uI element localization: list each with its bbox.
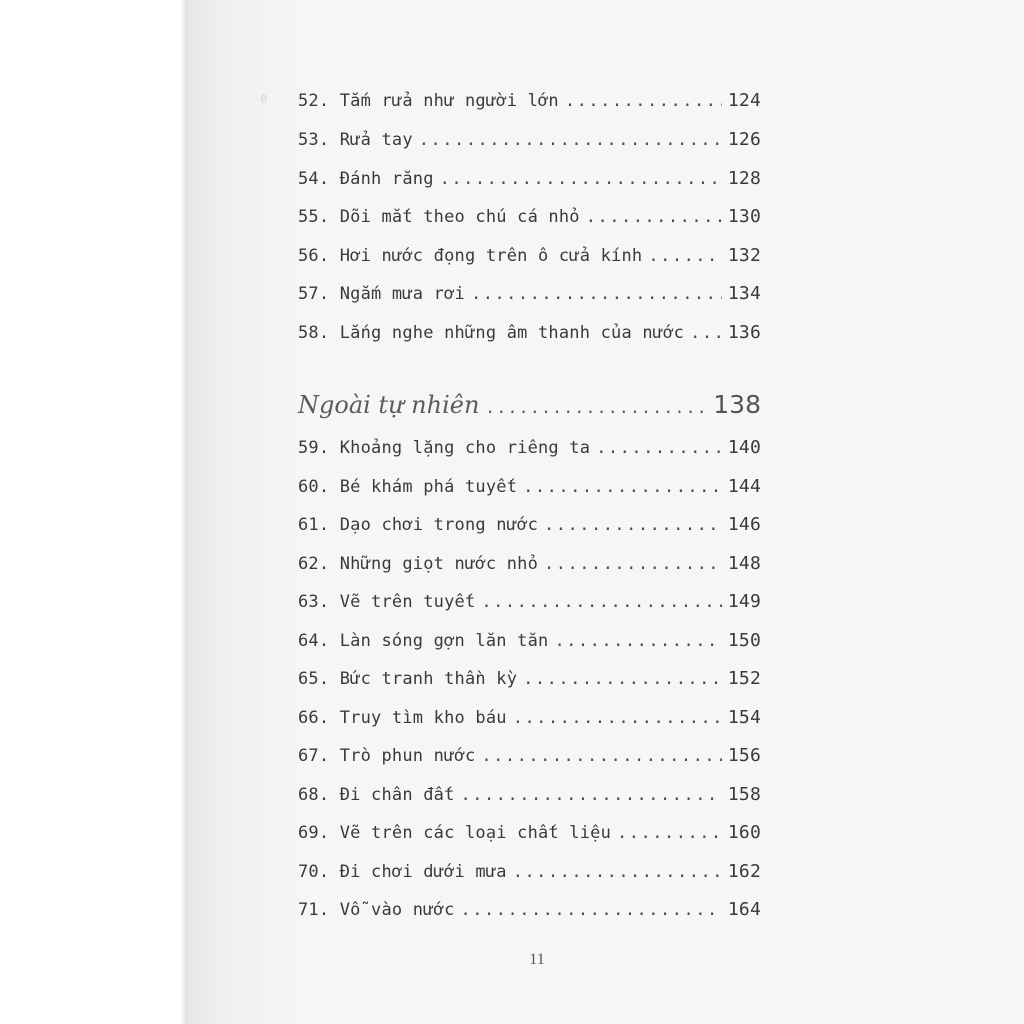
bleed-through-mark: ⁰ [258, 92, 270, 114]
toc-leader-dots [481, 592, 721, 612]
toc-entry-title: 60. Bé khám phá tuyết [298, 477, 518, 497]
toc-leader-dots [523, 669, 722, 689]
toc-leader-dots [523, 477, 722, 497]
toc-entry [298, 245, 761, 273]
toc-entry-page: 164 [727, 899, 761, 920]
toc-leader-dots [461, 785, 722, 805]
toc-entry-title: 65. Bức tranh thần kỳ [298, 669, 518, 689]
toc-entry-page: 156 [727, 745, 761, 766]
toc-entry [298, 553, 761, 581]
toc-leader-dots [440, 169, 722, 189]
toc-entry [298, 90, 761, 118]
toc-leader-dots [648, 246, 722, 266]
toc-leader-dots [461, 900, 722, 920]
toc-entry-page: 149 [727, 591, 761, 612]
section-page: 138 [713, 390, 761, 419]
toc-entry [298, 322, 761, 350]
toc-entry-page: 144 [727, 476, 761, 497]
toc-entry-page: 132 [727, 245, 761, 266]
toc-entry [298, 899, 761, 927]
toc-entry [298, 476, 761, 504]
toc-entry-title: 68. Đi chân đất [298, 785, 455, 805]
toc-entry-title: 53. Rửa tay [298, 130, 413, 150]
toc-entry-title: 64. Làn sóng gợn lăn tăn [298, 631, 549, 651]
toc-entry-page: 130 [727, 206, 761, 227]
toc-entry-page: 128 [727, 168, 761, 189]
toc-entry [298, 283, 761, 311]
toc-entry-title: 69. Vẽ trên các loại chất liệu [298, 823, 612, 843]
toc-entry [298, 630, 761, 658]
toc-entry [298, 514, 761, 542]
toc-entry-page: 154 [727, 707, 761, 728]
toc-leader-dots [544, 554, 722, 574]
toc-leader-dots [596, 438, 722, 458]
toc-entry-title: 63. Vẽ trên tuyết [298, 592, 476, 612]
toc-entry-title: 55. Dõi mắt theo chú cá nhỏ [298, 207, 580, 227]
toc-leader-dots [617, 823, 722, 843]
toc-entry-title: 66. Truy tìm kho báu [298, 708, 507, 728]
toc-leader-dots [544, 515, 722, 535]
toc-leader-dots [513, 708, 722, 728]
toc-leader-dots [586, 207, 722, 227]
toc-entry [298, 591, 761, 619]
toc-entry [298, 822, 761, 850]
toc-entry-page: 140 [727, 437, 761, 458]
toc-leader-dots [419, 130, 722, 150]
section-title: Ngoài tự nhiên [298, 391, 480, 419]
toc-entry [298, 168, 761, 196]
toc-entry-title: 71. Vỗ vào nước [298, 900, 455, 920]
toc-entry-title: 54. Đánh răng [298, 169, 434, 189]
toc-entry [298, 745, 761, 773]
toc-section-heading [298, 390, 761, 426]
toc-leader-dots [690, 323, 722, 343]
toc-entry-page: 158 [727, 784, 761, 805]
page-number: 11 [529, 951, 545, 968]
toc-leader-dots [481, 746, 721, 766]
toc-entry-title: 70. Đi chơi dưới mưa [298, 862, 507, 882]
toc-entry [298, 206, 761, 234]
toc-entry [298, 437, 761, 465]
toc-leader-dots [554, 631, 721, 651]
toc-entry-page: 134 [727, 283, 761, 304]
toc-entry [298, 129, 761, 157]
toc-entry [298, 861, 761, 889]
toc-entry-title: 58. Lắng nghe những âm thanh của nước [298, 323, 685, 343]
toc-entry-page: 126 [727, 129, 761, 150]
toc-entry-title: 56. Hơi nước đọng trên ô cửa kính [298, 246, 643, 266]
toc-leader-dots [513, 862, 722, 882]
toc-entry-page: 160 [727, 822, 761, 843]
toc-entry-title: 59. Khoảng lặng cho riêng ta [298, 438, 591, 458]
toc-entry-title: 57. Ngắm mưa rơi [298, 284, 465, 304]
toc-entry-page: 136 [727, 322, 761, 343]
toc-entry-page: 150 [727, 630, 761, 651]
toc-entry-page: 162 [727, 861, 761, 882]
toc-entry-title: 52. Tắm rửa như người lớn [298, 91, 559, 111]
toc-leader-dots [565, 91, 722, 111]
toc-entry-page: 146 [727, 514, 761, 535]
toc-entry-page: 152 [727, 668, 761, 689]
toc-leader-dots [485, 398, 707, 417]
toc-entry-title: 61. Dạo chơi trong nước [298, 515, 539, 535]
toc-entry-page: 124 [727, 90, 761, 111]
toc-entry-title: 62. Những giọt nước nhỏ [298, 554, 539, 574]
toc-entry-title: 67. Trò phun nước [298, 746, 476, 766]
toc-leader-dots [471, 284, 722, 304]
toc-entry [298, 707, 761, 735]
toc-entry [298, 784, 761, 812]
toc-entry [298, 668, 761, 696]
toc-entry-page: 148 [727, 553, 761, 574]
